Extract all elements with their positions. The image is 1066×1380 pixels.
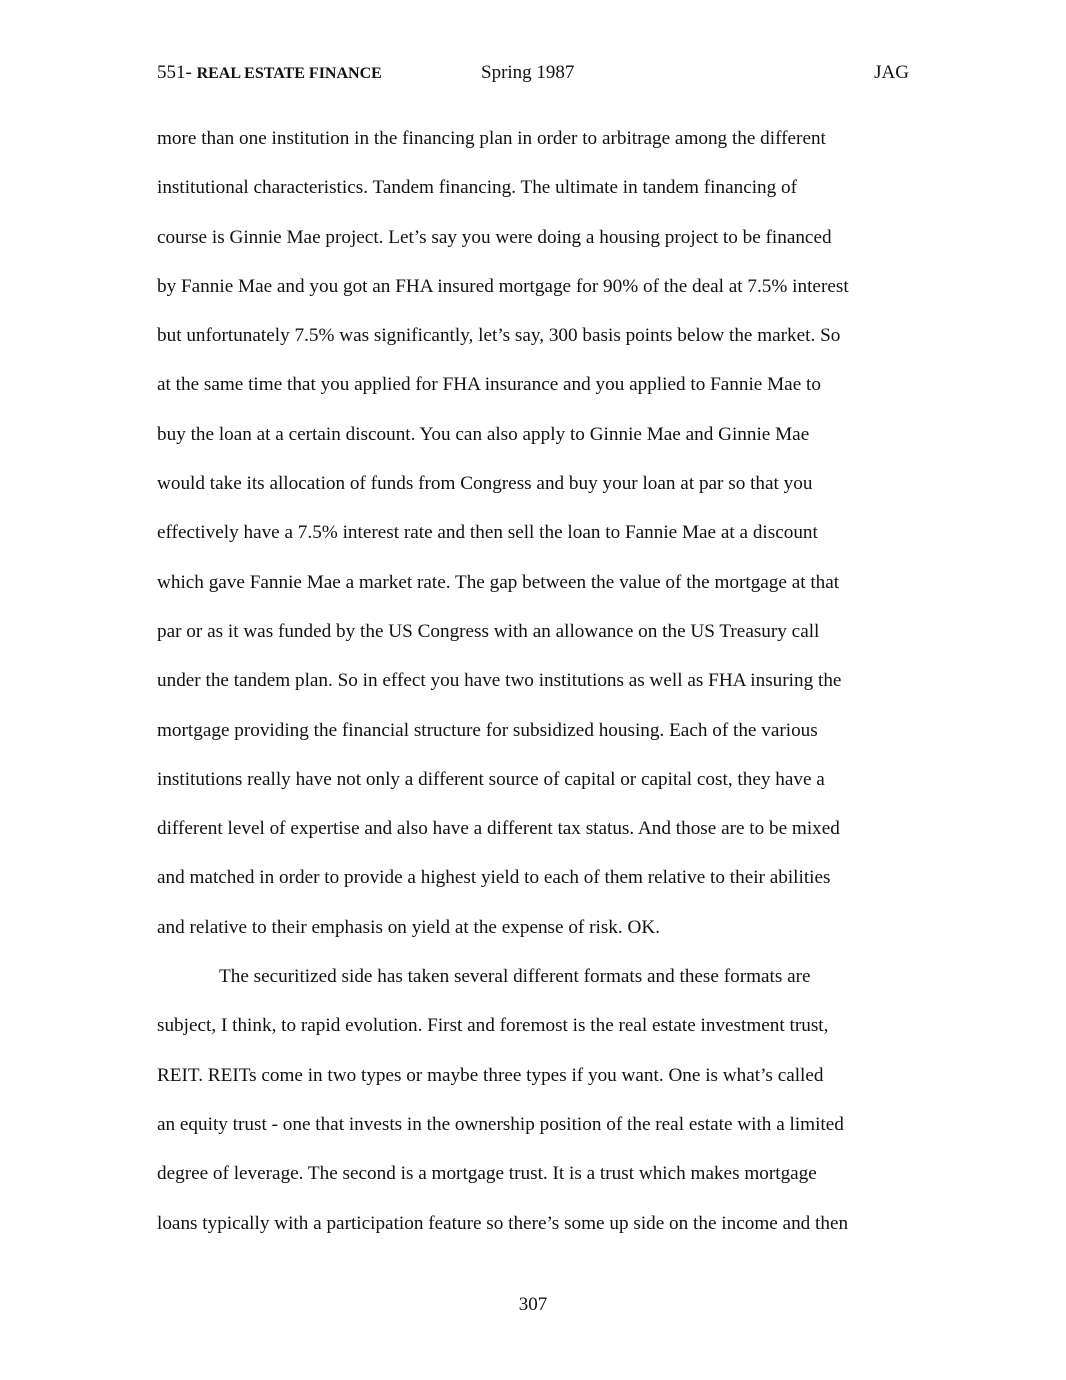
text-line: institutions really have not only a different source of capital or capital cost, they have a [157, 768, 825, 790]
text-line: an equity trust - one that invests in the ownership position of the real estate with a limited [157, 1113, 844, 1135]
course-title: REAL ESTATE FINANCE [196, 65, 382, 82]
course-heading [157, 62, 382, 84]
author-initials: JAG [874, 62, 909, 83]
page-header [157, 62, 909, 92]
body-text [157, 114, 927, 1248]
paragraph-first-line: The securitized side has taken several different formats and these formats are [219, 966, 811, 988]
text-line: REIT. REITs come in two types or maybe three types if you want. One is what’s called [157, 1064, 824, 1086]
text-line: subject, I think, to rapid evolution. First and foremost is the real estate investment trust, [157, 1015, 829, 1037]
course-number: 551- [157, 62, 192, 83]
text-line: course is Ginnie Mae project. Let’s say you were doing a housing project to be financed [157, 226, 832, 248]
text-line: under the tandem plan. So in effect you have two institutions as well as FHA insuring the [157, 670, 842, 692]
text-line: mortgage providing the financial structure for subsidized housing. Each of the various [157, 719, 818, 741]
text-line: would take its allocation of funds from Congress and buy your loan at par so that you [157, 473, 813, 495]
page-number: 307 [518, 1294, 548, 1315]
term-label: Spring 1987 [481, 62, 575, 83]
text-line: buy the loan at a certain discount. You can also apply to Ginnie Mae and Ginnie Mae [157, 423, 810, 445]
text-line: effectively have a 7.5% interest rate and then sell the loan to Fannie Mae at a discount [157, 522, 818, 544]
text-line: more than one institution in the financing plan in order to arbitrage among the different [157, 128, 826, 149]
text-line: different level of expertise and also have a different tax status. And those are to be mixed [157, 818, 840, 840]
text-line: and matched in order to provide a highest yield to each of them relative to their abilities [157, 867, 831, 889]
text-line: par or as it was funded by the US Congress with an allowance on the US Treasury call [157, 620, 820, 642]
text-line: loans typically with a participation feature so there’s some up side on the income and then [157, 1212, 849, 1234]
text-line: institutional characteristics. Tandem financing. The ultimate in tandem financing of [157, 177, 798, 199]
text-line: by Fannie Mae and you got an FHA insured mortgage for 90% of the deal at 7.5% interest [157, 275, 849, 297]
text-line: which gave Fannie Mae a market rate. The gap between the value of the mortgage at that [157, 571, 840, 593]
text-line: and relative to their emphasis on yield at the expense of risk. OK. [157, 916, 660, 938]
text-line: degree of leverage. The second is a mortgage trust. It is a trust which makes mortgage [157, 1163, 817, 1185]
text-line: at the same time that you applied for FHA insurance and you applied to Fannie Mae to [157, 374, 821, 396]
text-line: but unfortunately 7.5% was significantly, let’s say, 300 basis points below the market. So [157, 325, 841, 347]
